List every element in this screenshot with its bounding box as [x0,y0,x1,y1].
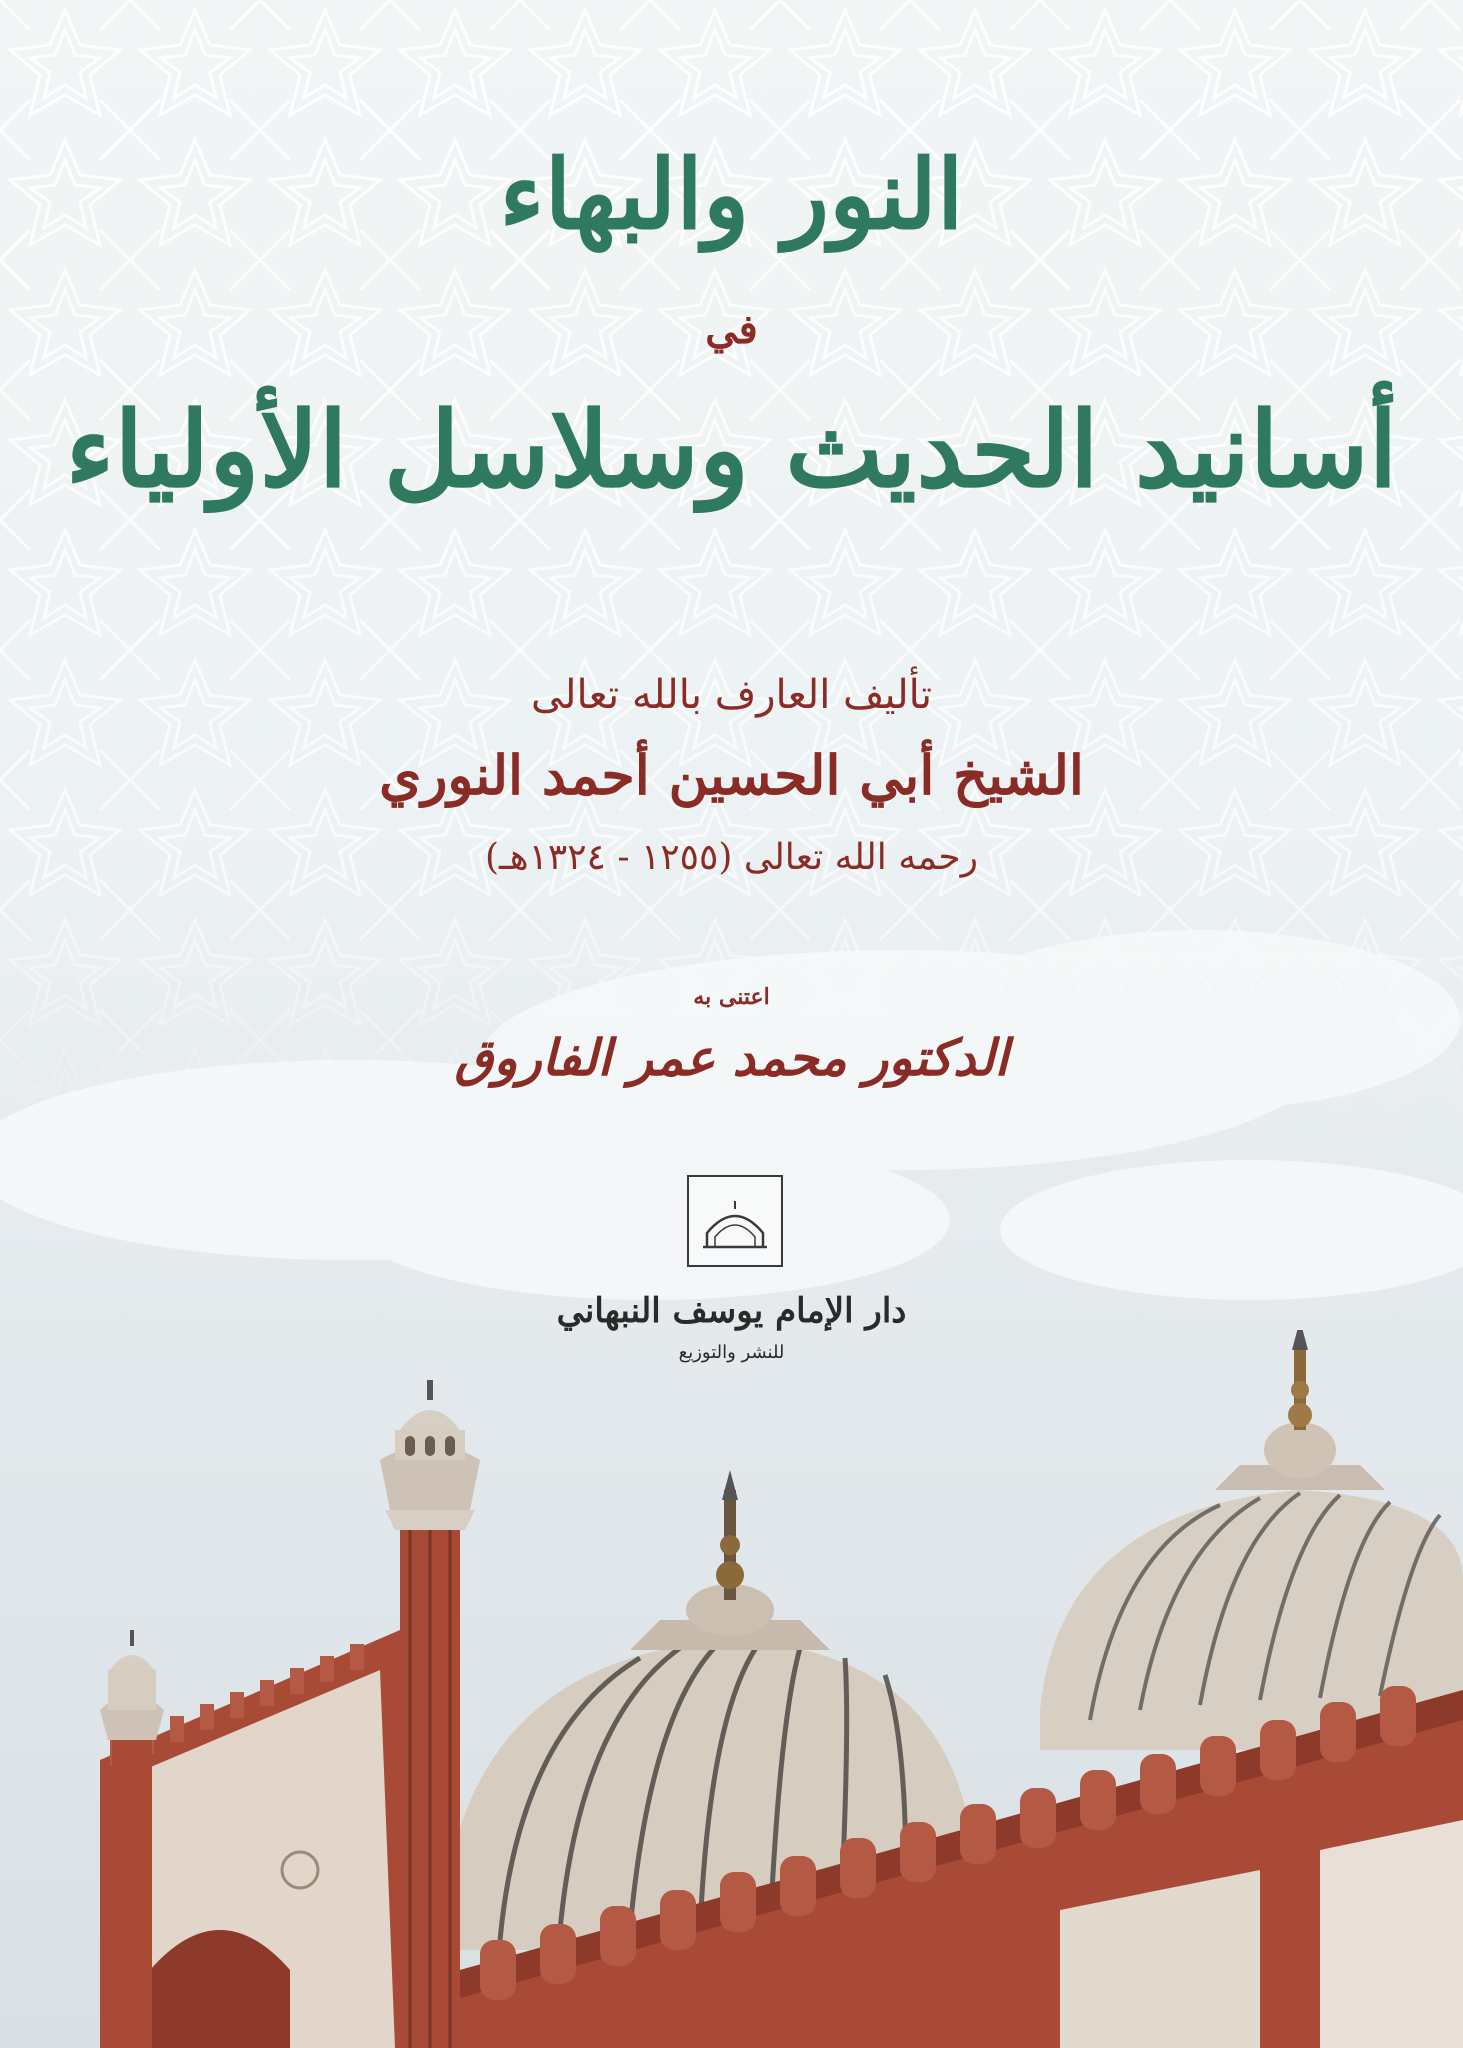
author-name: الشيخ أبي الحسين أحمد النوري [379,743,1084,807]
book-title-line-2: أسانيد الحديث وسلاسل الأولياء [65,388,1398,511]
mosque-illustration [0,1330,1463,2048]
editor-intro: اعتنى به [693,984,770,1010]
author-intro: تأليف العارف بالله تعالى [530,672,933,718]
book-title-line-1: النور والبهاء [499,138,964,251]
publisher-name: دار الإمام يوسف النبهاني [556,1291,907,1331]
author-dates: رحمه الله تعالى (١٢٥٥ - ١٣٢٤هـ) [485,837,978,878]
publisher-emblem [687,1175,783,1267]
publisher-subtitle: للنشر والتوزيع [678,1342,785,1363]
editor-name: الدكتور محمد عمر الفاروق [454,1028,1009,1087]
dome-arch-icon [689,1177,781,1265]
title-conjunction: في [705,306,758,353]
